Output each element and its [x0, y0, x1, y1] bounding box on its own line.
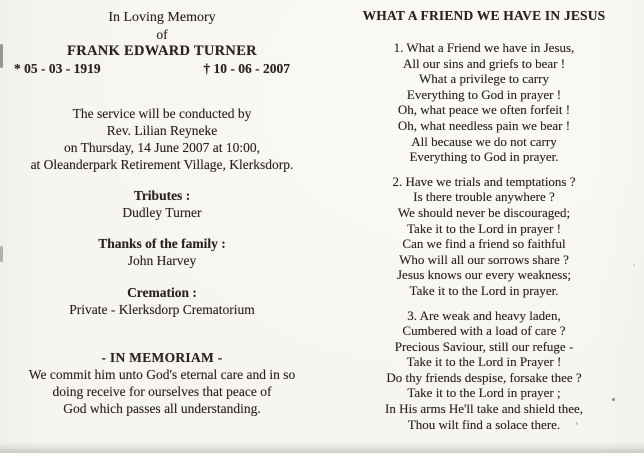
memoriam-line: We commit him unto God's eternal care and in so: [28, 367, 296, 382]
birth-date: * 05 - 03 - 1919: [14, 61, 101, 76]
tributes-heading: Tributes :: [133, 188, 191, 203]
memoriam-text: [8, 366, 316, 417]
hymn-line: 2. Have we trials and temptations ?: [392, 173, 576, 189]
hymn-line: Everything to God in prayer !: [406, 86, 562, 102]
hymn-line: Thou wilt find a solace there.: [407, 416, 561, 432]
scan-edge-artifact: [0, 44, 3, 68]
hymn-line: In His arms He'll take and shield thee,: [384, 401, 583, 417]
hymn-line: Cumbered with a load of care ?: [402, 323, 566, 339]
officiant-name: Rev. Lilian Reyneke: [106, 123, 218, 138]
hymn-line: Take it to the Lord in Prayer !: [406, 354, 562, 370]
hymn-verse-3: [330, 308, 638, 433]
hymn-verse-2: [330, 174, 638, 299]
hymn-line: Take it to the Lord in prayer ;: [407, 385, 561, 401]
memory-line: In Loving Memory: [108, 10, 216, 25]
hymn-line: Precious Saviour, still our refuge -: [394, 338, 574, 354]
memoriam-heading: - IN MEMORIAM -: [101, 350, 223, 365]
of-line: of: [156, 27, 168, 42]
hymn-line: All because we do not carry: [411, 133, 557, 149]
cremation-value: Private - Klerksdorp Crematorium: [69, 302, 255, 317]
hymn-line: What a privilege to carry: [419, 71, 549, 87]
cremation-heading: Cremation :: [127, 285, 197, 300]
hymn-line: Take it to the Lord in prayer.: [409, 282, 559, 298]
service-location: at Oleanderpark Retirement Village, Klerksdorp.: [30, 157, 294, 172]
hymn-line: All our sins and griefs to bear !: [402, 55, 566, 71]
scan-edge-artifact: [0, 246, 3, 262]
thanks-value: John Harvey: [127, 253, 197, 268]
hymn-line: Jesus knows our every weakness;: [396, 267, 572, 283]
hymn-line: Can we find a friend so faithful: [402, 236, 566, 252]
tributes-value: Dudley Turner: [122, 205, 202, 220]
service-line: The service will be conducted by: [72, 106, 252, 121]
memoriam-line: God which passes all understanding.: [63, 401, 261, 416]
scan-bottom-shadow: [0, 442, 644, 453]
hymn-line: We should never be discouraged;: [397, 204, 571, 220]
hymn-title: WHAT A FRIEND WE HAVE IN JESUS: [362, 8, 606, 23]
deceased-name: FRANK EDWARD TURNER: [67, 43, 257, 59]
hymn-line: Is there trouble anywhere ?: [413, 189, 555, 205]
right-page: [330, 0, 638, 432]
service-details: [8, 105, 316, 173]
thanks-heading: Thanks of the family :: [98, 236, 226, 251]
hymn-line: Who will all our sorrows share ?: [399, 251, 569, 267]
service-datetime: on Thursday, 14 June 2007 at 10:00,: [63, 140, 261, 155]
hymn-line: Take it to the Lord in prayer !: [407, 220, 561, 236]
hymn-line: 3. Are weak and heavy laden,: [407, 307, 561, 323]
hymn-verse-1: [330, 40, 638, 165]
death-date: † 10 - 06 - 2007: [203, 61, 290, 76]
hymn-line: Oh, what peace we often forfeit !: [397, 102, 571, 118]
hymn-line: 1. What a Friend we have in Jesus,: [393, 40, 575, 55]
hymn-line: Do thy friends despise, forsake thee ?: [386, 369, 582, 385]
hymn-line: Everything to God in prayer.: [409, 149, 559, 165]
memoriam-line: doing receive for ourselves that peace of: [52, 384, 272, 399]
left-page: [8, 0, 316, 417]
hymn-line: Oh, what needless pain we bear !: [397, 117, 571, 133]
dates-row: [8, 60, 316, 77]
